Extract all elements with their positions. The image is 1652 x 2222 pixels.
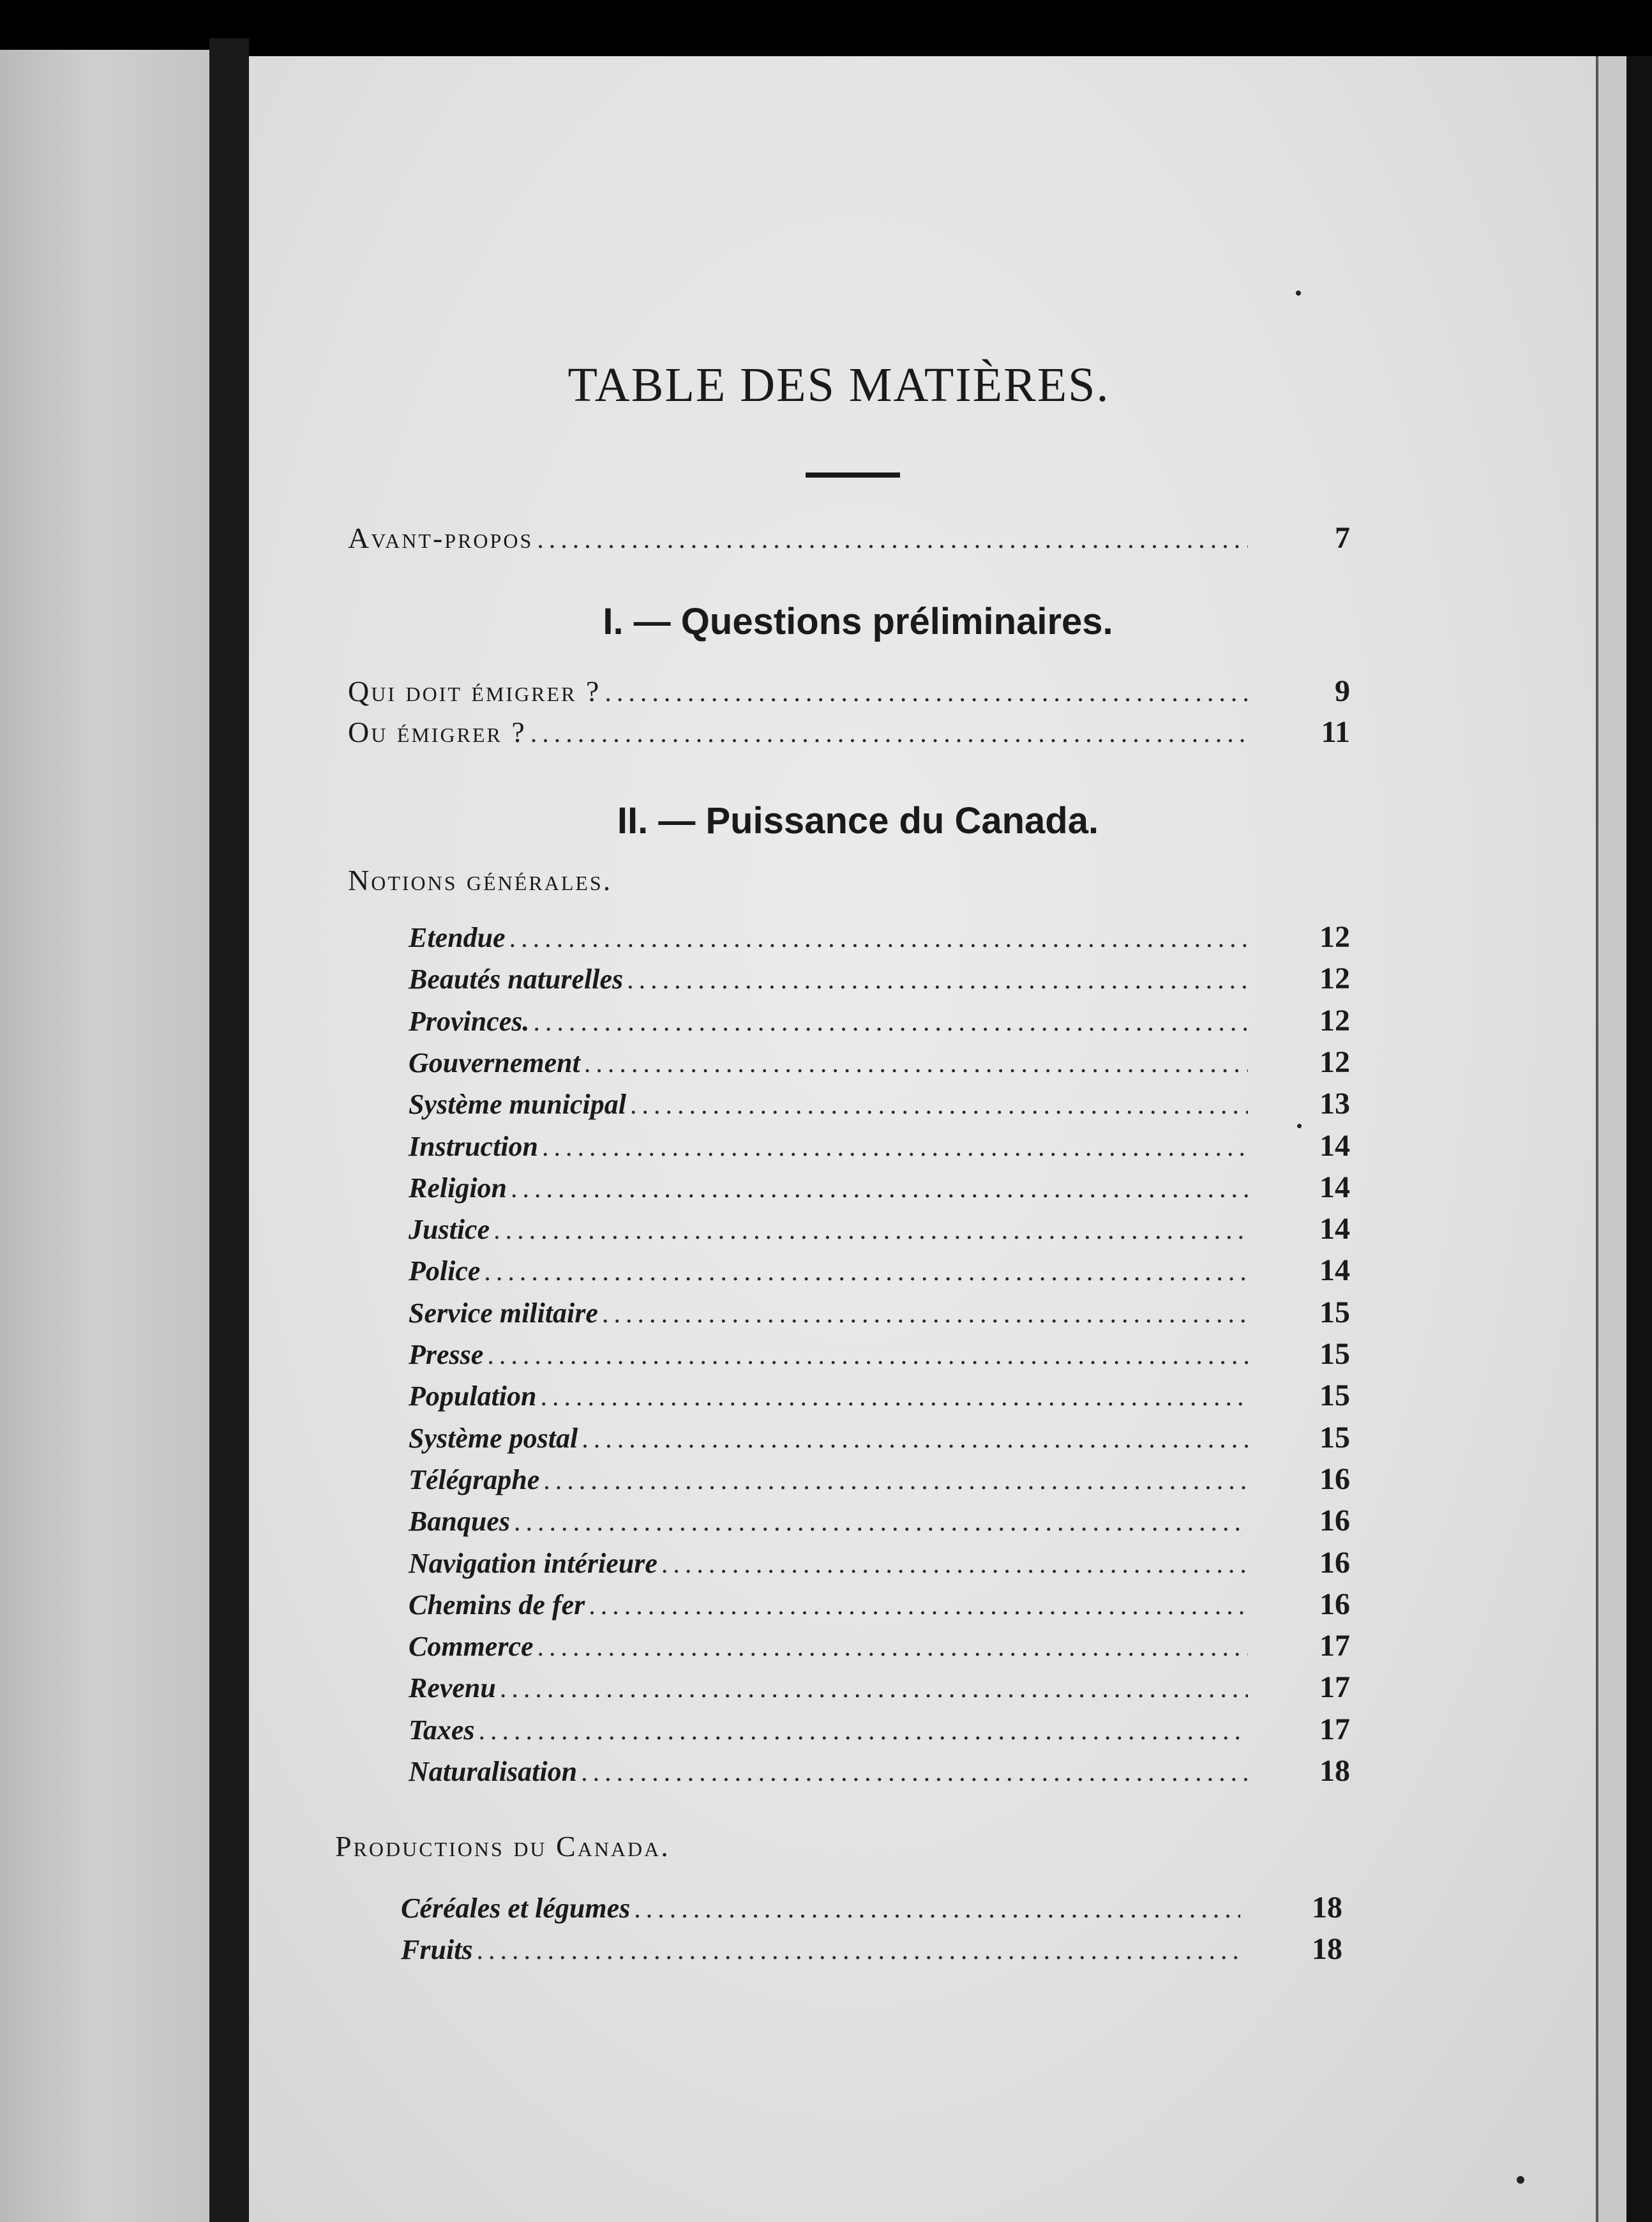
toc-entry-label: Télégraphe <box>409 1463 540 1495</box>
toc-entry-page: 13 <box>1319 1087 1350 1121</box>
toc-entry-label: Police <box>409 1255 481 1287</box>
dot-leader <box>473 1935 1240 1966</box>
dot-leader <box>537 1382 1249 1412</box>
toc-entry-page: 15 <box>1319 1379 1350 1413</box>
toc-entry <box>409 1128 1350 1167</box>
toc-entry-label: Commerce <box>409 1631 534 1663</box>
dot-leader <box>598 1299 1248 1329</box>
toc-entry <box>401 1931 1342 1970</box>
toc-entry <box>409 1712 1350 1750</box>
toc-entry-label: Beautés naturelles <box>409 964 624 995</box>
toc-entry <box>409 1545 1350 1583</box>
toc-entry-page: 14 <box>1319 1128 1350 1163</box>
toc-entry-label: Instruction <box>409 1130 538 1162</box>
toc-entry-page: 12 <box>1319 920 1350 954</box>
toc-entry-label: Etendue <box>409 922 506 953</box>
paper-speck <box>1517 2176 1524 2184</box>
toc-entry-page: 16 <box>1319 1587 1350 1621</box>
toc-entry <box>348 674 1350 712</box>
dot-leader <box>657 1549 1248 1580</box>
toc-entry-page: 12 <box>1319 962 1350 996</box>
toc-entry <box>409 1253 1350 1291</box>
toc-entry-label: Système postal <box>409 1422 578 1454</box>
toc-entry-page: 16 <box>1319 1504 1350 1538</box>
toc-entry <box>409 1211 1350 1250</box>
dot-leader <box>585 1591 1248 1621</box>
toc-entry <box>409 1378 1350 1416</box>
toc-entry-label: Navigation intérieure <box>409 1547 657 1579</box>
dot-leader <box>630 1894 1240 1924</box>
dot-leader <box>496 1674 1248 1704</box>
dot-leader <box>577 1757 1248 1788</box>
paper-speck <box>1297 1124 1302 1128</box>
toc-entry <box>409 1670 1350 1708</box>
toc-entry-label: Céréales et légumes <box>401 1893 631 1924</box>
toc-entry-label: Presse <box>409 1339 484 1370</box>
toc-entry <box>409 1003 1350 1041</box>
dot-leader <box>578 1424 1248 1455</box>
toc-entry-label: Taxes <box>409 1714 475 1746</box>
toc-entry <box>409 1753 1350 1792</box>
toc-entry <box>409 1086 1350 1124</box>
dot-leader <box>626 1090 1248 1121</box>
dot-leader <box>506 923 1248 954</box>
toc-entry-label: Système municipal <box>409 1089 626 1121</box>
toc-entry <box>409 1462 1350 1500</box>
dot-leader <box>475 1716 1249 1746</box>
toc-entry-page: 18 <box>1312 1891 1342 1924</box>
toc-entry <box>409 1587 1350 1625</box>
toc-entry-page: 14 <box>1319 1170 1350 1204</box>
toc-entry <box>409 1295 1350 1333</box>
toc-entry-label: Provinces. <box>409 1005 530 1037</box>
toc-entry-page: 17 <box>1319 1670 1350 1705</box>
toc-entry-page: 18 <box>1319 1754 1350 1788</box>
toc-entry-page: 7 <box>1335 521 1350 555</box>
section-heading-1: I. — Questions préliminaires. <box>603 601 1113 642</box>
toc-entry-page: 14 <box>1319 1212 1350 1246</box>
toc-entry <box>409 1170 1350 1208</box>
section-heading-2: II. — Puissance du Canada. <box>617 800 1099 842</box>
dot-leader <box>480 1257 1248 1287</box>
dot-leader <box>580 1048 1248 1079</box>
toc-entry-label: Banques <box>409 1506 510 1538</box>
toc-entry-page: 16 <box>1319 1545 1350 1580</box>
toc-entry <box>409 1503 1350 1541</box>
dot-leader <box>539 1465 1248 1496</box>
toc-entry <box>409 1336 1350 1375</box>
toc-entry-label: Fruits <box>401 1934 473 1965</box>
toc-entry-label: Religion <box>409 1172 507 1204</box>
dot-leader <box>483 1340 1248 1371</box>
toc-entry-label: Population <box>409 1380 537 1412</box>
toc-entry-page: 15 <box>1319 1295 1350 1329</box>
toc-entry-page: 11 <box>1321 715 1350 749</box>
dot-leader <box>601 677 1248 708</box>
toc-entry-page: 17 <box>1319 1712 1350 1746</box>
toc-entry-label: Revenu <box>409 1672 496 1704</box>
toc-entry-page: 15 <box>1319 1337 1350 1371</box>
toc-entry-page: 14 <box>1319 1253 1350 1288</box>
dot-leader <box>507 1174 1248 1204</box>
toc-entry-page: 12 <box>1319 1003 1350 1038</box>
toc-entry-label: Avant-propos <box>348 522 534 554</box>
toc-entry-label: Service militaire <box>409 1297 598 1329</box>
toc-entry-page: 17 <box>1319 1629 1350 1663</box>
dot-leader <box>529 1007 1248 1038</box>
page-title: TABLE DES MATIÈRES. <box>567 358 1110 412</box>
toc-entry-label: Gouvernement <box>409 1047 580 1078</box>
toc-entry-label: Justice <box>409 1214 490 1246</box>
toc-entry <box>409 961 1350 999</box>
group-heading-productions: Productions du Canada. <box>335 1830 670 1863</box>
dot-leader <box>527 718 1248 749</box>
toc-entry-avant-propos <box>348 520 1350 559</box>
toc-entry <box>409 1420 1350 1458</box>
toc-entry-label: Ou émigrer ? <box>348 716 527 748</box>
dot-leader <box>533 524 1248 555</box>
toc-entry-label: Qui doit émigrer ? <box>348 675 601 707</box>
dot-leader <box>538 1132 1248 1163</box>
toc-entry-page: 16 <box>1319 1462 1350 1496</box>
title-rule <box>806 472 900 478</box>
toc-entry-label: Chemins de fer <box>409 1589 585 1621</box>
toc-entry-label: Naturalisation <box>409 1756 578 1787</box>
group-heading-notions: Notions générales. <box>348 864 613 896</box>
dot-leader <box>534 1632 1248 1663</box>
toc-entry-page: 12 <box>1319 1045 1350 1079</box>
toc-entry <box>401 1890 1342 1928</box>
toc-entry <box>348 714 1350 753</box>
dot-leader <box>490 1215 1248 1246</box>
dot-leader <box>623 965 1248 995</box>
toc-entry <box>409 919 1350 958</box>
toc-entry <box>409 1045 1350 1083</box>
paper-speck <box>1296 291 1301 296</box>
toc-entry-page: 18 <box>1312 1932 1342 1966</box>
toc-entry <box>409 1628 1350 1666</box>
toc-entry-page: 9 <box>1335 674 1350 708</box>
dot-leader <box>510 1507 1248 1538</box>
toc-entry-page: 15 <box>1319 1420 1350 1455</box>
